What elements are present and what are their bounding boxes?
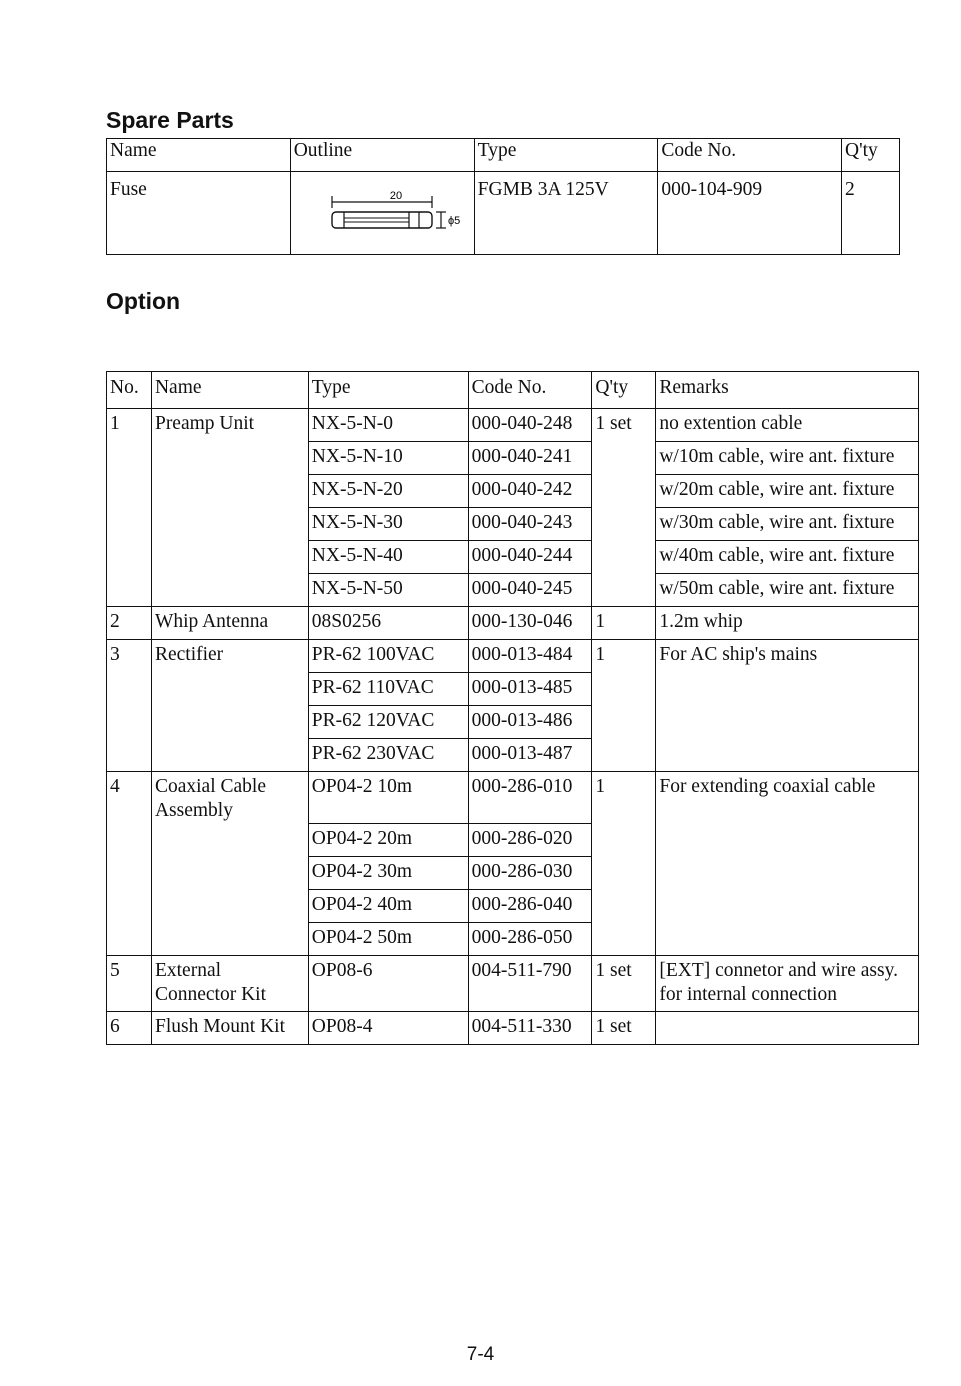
option-code-no: 000-040-241 <box>468 442 592 475</box>
spare-parts-header-row <box>107 139 900 172</box>
header-code-no: Code No. <box>658 139 842 172</box>
option-code-no: 000-286-040 <box>468 889 592 922</box>
option-remarks <box>656 706 919 739</box>
option-qty <box>592 856 656 889</box>
option-type: OP08-4 <box>308 1011 468 1044</box>
option-name <box>151 508 308 541</box>
option-code-no: 000-040-245 <box>468 574 592 607</box>
option-remarks <box>656 823 919 856</box>
option-code-no: 000-013-487 <box>468 739 592 772</box>
option-no: 5 <box>107 955 152 1011</box>
option-name-line: Preamp Unit <box>154 413 255 434</box>
option-remarks <box>656 739 919 772</box>
option-code-no: 004-511-790 <box>468 955 592 1011</box>
option-no <box>107 541 152 574</box>
option-remarks-line: [EXT] connetor and wire assy. <box>659 959 898 981</box>
option-qty <box>592 508 656 541</box>
option-no: 4 <box>107 772 152 824</box>
option-qty <box>592 922 656 955</box>
option-name <box>151 1011 308 1044</box>
option-row <box>107 706 919 739</box>
option-name <box>151 673 308 706</box>
option-name <box>151 541 308 574</box>
option-name-line: Assembly <box>154 800 233 821</box>
option-remarks: 1.2m whip <box>656 607 919 640</box>
option-row <box>107 574 919 607</box>
option-table <box>106 371 919 1045</box>
option-qty <box>592 673 656 706</box>
option-row <box>107 739 919 772</box>
option-row <box>107 607 919 640</box>
option-row <box>107 955 919 1011</box>
option-row <box>107 772 919 824</box>
fuse-qty: 2 <box>842 172 900 255</box>
option-row <box>107 640 919 673</box>
option-name-line: Coaxial Cable <box>154 776 266 797</box>
fuse-code-no: 000-104-909 <box>658 172 842 255</box>
option-remarks <box>656 889 919 922</box>
spare-parts-row <box>107 172 900 255</box>
header-no: No. <box>107 372 152 409</box>
option-no <box>107 856 152 889</box>
option-no <box>107 823 152 856</box>
fuse-outline-drawing <box>324 186 460 234</box>
option-name-line: Connector Kit <box>154 983 266 1005</box>
option-no <box>107 673 152 706</box>
option-row <box>107 442 919 475</box>
fuse-type: FGMB 3A 125V <box>474 172 658 255</box>
option-name <box>151 409 308 442</box>
header-code-no: Code No. <box>468 372 592 409</box>
option-name <box>151 640 308 673</box>
option-row <box>107 856 919 889</box>
option-remarks: w/30m cable, wire ant. fixture <box>656 508 919 541</box>
option-qty <box>592 739 656 772</box>
option-name <box>151 475 308 508</box>
option-row <box>107 823 919 856</box>
header-name: Name <box>151 372 308 409</box>
option-qty <box>592 442 656 475</box>
option-no <box>107 475 152 508</box>
option-code-no: 004-511-330 <box>468 1011 592 1044</box>
option-code-no: 000-286-050 <box>468 922 592 955</box>
option-table-body <box>107 409 919 1045</box>
option-row <box>107 922 919 955</box>
option-type: PR-62 120VAC <box>308 706 468 739</box>
option-name-line: Rectifier <box>154 644 224 665</box>
option-type: NX-5-N-40 <box>308 541 468 574</box>
option-header-row <box>107 372 919 409</box>
option-qty: 1 <box>592 640 656 673</box>
option-name <box>151 442 308 475</box>
option-type: PR-62 230VAC <box>308 739 468 772</box>
option-qty <box>592 541 656 574</box>
header-name: Name <box>107 139 291 172</box>
option-row <box>107 673 919 706</box>
option-row <box>107 541 919 574</box>
option-name <box>151 823 308 856</box>
option-code-no: 000-040-242 <box>468 475 592 508</box>
option-remarks <box>656 922 919 955</box>
header-type: Type <box>474 139 658 172</box>
option-remarks <box>656 955 919 1011</box>
option-no: 6 <box>107 1011 152 1044</box>
option-no: 1 <box>107 409 152 442</box>
fuse-outline <box>290 172 474 255</box>
fuse-name: Fuse <box>107 172 291 255</box>
option-type: PR-62 100VAC <box>308 640 468 673</box>
option-qty: 1 <box>592 607 656 640</box>
option-type: OP08-6 <box>308 955 468 1011</box>
option-name <box>151 574 308 607</box>
option-qty <box>592 889 656 922</box>
option-type: NX-5-N-10 <box>308 442 468 475</box>
option-name-line: Whip Antenna <box>154 611 269 632</box>
option-name <box>151 856 308 889</box>
option-name <box>151 922 308 955</box>
option-code-no: 000-286-020 <box>468 823 592 856</box>
option-qty <box>592 574 656 607</box>
option-no <box>107 574 152 607</box>
option-remarks: w/40m cable, wire ant. fixture <box>656 541 919 574</box>
option-title: Option <box>106 288 181 314</box>
option-name-line: Flush Mount Kit <box>154 1015 285 1037</box>
option-row <box>107 409 919 442</box>
option-remarks: no extention cable <box>656 409 919 442</box>
option-name <box>151 772 308 824</box>
option-no: 3 <box>107 640 152 673</box>
option-code-no: 000-286-010 <box>468 772 592 824</box>
spare-parts-table <box>106 138 900 255</box>
fuse-length-label: 20 <box>389 190 402 202</box>
spare-parts-title: Spare Parts <box>106 107 234 133</box>
option-type: OP04-2 20m <box>308 823 468 856</box>
option-remarks <box>656 856 919 889</box>
option-name <box>151 739 308 772</box>
option-qty <box>592 823 656 856</box>
option-type: OP04-2 10m <box>308 772 468 824</box>
option-no <box>107 922 152 955</box>
option-type: PR-62 110VAC <box>308 673 468 706</box>
option-qty: 1 set <box>592 1011 656 1044</box>
option-no <box>107 706 152 739</box>
fuse-diameter-label: ϕ5 <box>447 215 460 227</box>
option-code-no: 000-286-030 <box>468 856 592 889</box>
option-no <box>107 508 152 541</box>
option-remarks <box>656 673 919 706</box>
option-remarks <box>656 1011 919 1044</box>
option-remarks-line: for internal connection <box>659 983 837 1005</box>
option-type: OP04-2 30m <box>308 856 468 889</box>
option-remarks: w/10m cable, wire ant. fixture <box>656 442 919 475</box>
option-qty <box>592 706 656 739</box>
option-remarks: w/20m cable, wire ant. fixture <box>656 475 919 508</box>
option-type: NX-5-N-20 <box>308 475 468 508</box>
option-code-no: 000-040-248 <box>468 409 592 442</box>
option-remarks: w/50m cable, wire ant. fixture <box>656 574 919 607</box>
option-type: OP04-2 40m <box>308 889 468 922</box>
option-name <box>151 955 308 1011</box>
header-qty: Q'ty <box>842 139 900 172</box>
option-type: NX-5-N-50 <box>308 574 468 607</box>
option-code-no: 000-013-484 <box>468 640 592 673</box>
option-remarks: For AC ship's mains <box>656 640 919 673</box>
option-no <box>107 442 152 475</box>
option-type: 08S0256 <box>308 607 468 640</box>
option-name-line: External <box>154 959 222 981</box>
option-name <box>151 706 308 739</box>
header-remarks: Remarks <box>656 372 919 409</box>
page-number: 7-4 <box>466 1344 495 1365</box>
header-outline: Outline <box>290 139 474 172</box>
option-type: NX-5-N-0 <box>308 409 468 442</box>
option-code-no: 000-013-485 <box>468 673 592 706</box>
option-code-no: 000-130-046 <box>468 607 592 640</box>
option-no: 2 <box>107 607 152 640</box>
option-row <box>107 1011 919 1044</box>
option-type: NX-5-N-30 <box>308 508 468 541</box>
option-type: OP04-2 50m <box>308 922 468 955</box>
option-row <box>107 889 919 922</box>
option-row <box>107 508 919 541</box>
option-no <box>107 889 152 922</box>
option-name <box>151 889 308 922</box>
option-row <box>107 475 919 508</box>
option-code-no: 000-013-486 <box>468 706 592 739</box>
option-name <box>151 607 308 640</box>
option-qty: 1 <box>592 772 656 824</box>
header-type: Type <box>308 372 468 409</box>
option-no <box>107 739 152 772</box>
header-qty: Q'ty <box>592 372 656 409</box>
option-code-no: 000-040-243 <box>468 508 592 541</box>
option-remarks: For extending coaxial cable <box>656 772 919 824</box>
option-qty <box>592 475 656 508</box>
option-code-no: 000-040-244 <box>468 541 592 574</box>
option-qty: 1 set <box>592 955 656 1011</box>
option-qty: 1 set <box>592 409 656 442</box>
